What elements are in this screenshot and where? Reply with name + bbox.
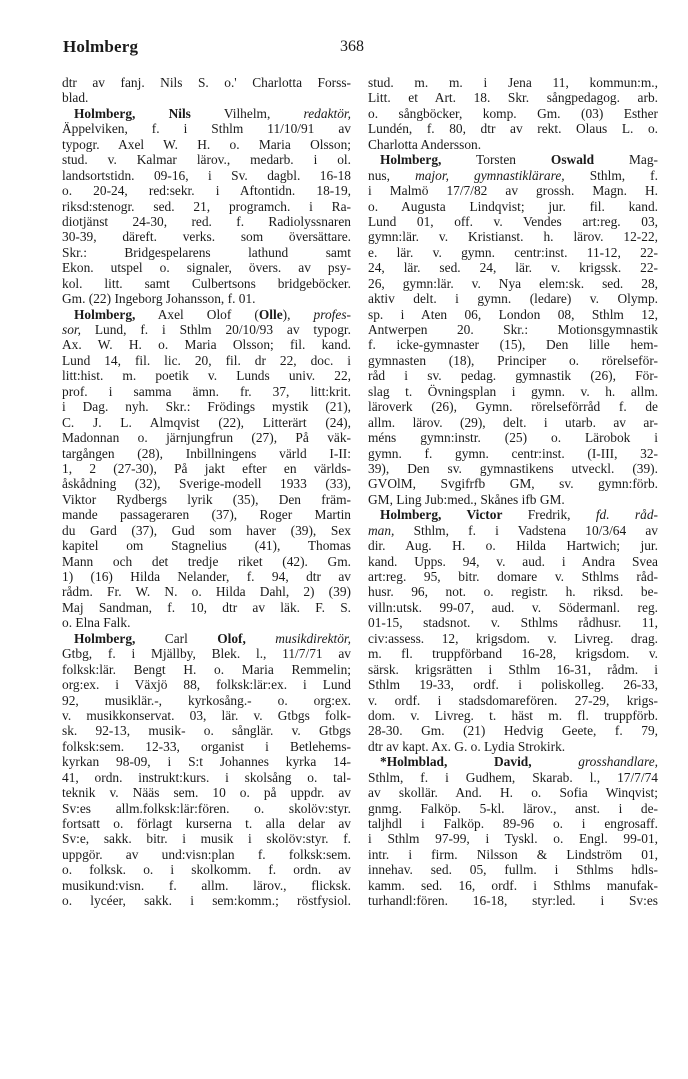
- left-column-line: folksk:lär. Bengt H. o. Maria Remmelin;: [62, 661, 351, 677]
- right-column-line: civ:assess. 12, krigsdom. v. Livreg. drag.: [368, 630, 658, 646]
- running-head: Holmberg: [63, 37, 139, 56]
- left-column-line: sor, Lund, f. i Sthlm 20/10/93 av typogr.: [62, 322, 351, 337]
- right-column-line: taljhdl i Falköp. 89-96 o. i engrosaff.: [368, 816, 658, 831]
- left-column-line: Sv:e, sakk. bitr. i musik i skolöv:styr. f.: [62, 831, 351, 847]
- right-column-line: allm. lärov. (29), delt. i utarb. av ar-: [368, 414, 658, 430]
- left-column-line: rådm. Fr. W. N. o. Hilda Dahl, 2) (39): [62, 584, 351, 600]
- left-column-line: musikund:visn. f. allm. lärov., flicksk.: [62, 877, 351, 893]
- left-column-line: o. folksk. o. i skolkomm. f. ordn. av: [62, 862, 351, 878]
- right-column-line: nus, major, gymnastiklärare, Sthlm, f.: [368, 167, 658, 183]
- left-column-line: org:ex. i Växjö 88, folksk:lär:ex. i Lund: [62, 677, 351, 693]
- left-column-line: Viktor Rydbergs lyrik (35), Den främ-: [62, 491, 351, 507]
- page-header: [0, 37, 688, 61]
- left-column-line: riksd:stenogr. sed. 21, programch. i Ra-: [62, 198, 351, 214]
- left-column-line: o. Elna Falk.: [62, 615, 131, 631]
- left-column-line: 1) (16) Hilda Nelander, f. 94, dtr av: [62, 569, 351, 584]
- left-column: [62, 75, 351, 909]
- right-column-line: intr. i firm. Nilsson & Lindström 01,: [368, 846, 658, 862]
- right-column-line: husr. 96, not. o. registr. h. riksd. be-: [368, 584, 658, 600]
- right-column-line: turhandl:fören. 16-18, styr:led. i Sv:es: [368, 893, 658, 909]
- right-column-line: kand. Upps. 94, v. aud. i Andra Svea: [368, 553, 658, 569]
- right-column-line: o. Augusta Lindqvist; jur. fil. kand.: [368, 198, 658, 214]
- left-column-line: 30-39, däreft. verks. som översättare.: [62, 229, 351, 245]
- left-column-line: i Dag. nyh. Skr.: Frödings mystik (21),: [62, 399, 351, 415]
- right-column-line: Lundén, f. 80, dtr av rekt. Olaus L. o.: [368, 121, 658, 137]
- right-column-line: sp. i Aten 06, London 08, Sthlm 12,: [368, 306, 658, 322]
- right-column-line: Sthlm 19-33, ordf. i poliskolleg. 26-33,: [368, 677, 658, 693]
- left-column-line: kyrkan 98-09, i S:t Johannes kyrka 14-: [62, 754, 351, 770]
- right-column-line: art:reg. 95, bitr. domare v. Sthlms råd-: [368, 569, 658, 584]
- left-column-line: Skr.: Bridgespelarens lathund samt: [62, 244, 351, 260]
- right-column-line: Charlotta Andersson.: [368, 136, 482, 152]
- right-column-line: särsk. krigsrätten i Sthlm 16-31, rådm. i: [368, 661, 658, 677]
- right-column-line: stud. m. m. i Jena 11, kommun:m.,: [368, 75, 658, 90]
- right-column-line: 26, gymn:lär. v. Nya elem:sk. sed. 28,: [368, 275, 658, 291]
- right-column-line: dtr av kapt. Ax. G. o. Lydia Strokirk.: [368, 738, 566, 754]
- right-column-line: gymn. f. gymn. centr:inst. (I-III, 32-: [368, 445, 658, 461]
- right-column-line: dom. v. Livreg. t. häst m. fl. truppförb.: [368, 707, 658, 723]
- right-column-line: GVOlM, Svgifrfb GM, sv. gymn:förb.: [368, 476, 658, 492]
- right-column-line: råd i sv. pedag. gymnastik (26), För-: [368, 368, 658, 384]
- left-column-line: litt:hist. m. poetik v. Lunds univ. 22,: [62, 368, 351, 384]
- left-column-line: o. 20-24, red:sekr. i Aftontidn. 18-19,: [62, 183, 351, 199]
- right-column-line: 39), Den sv. gymnastikens utveckl. (39).: [368, 460, 658, 476]
- right-column: [368, 75, 658, 909]
- right-column-line: slag t. Övningsplan i gymn. v. h. allm.: [368, 383, 658, 399]
- left-column-line: C. J. L. Almqvist (22), Litterärt (24),: [62, 414, 351, 430]
- left-column-line: Holmberg, Carl Olof, musikdirektör,: [74, 630, 351, 646]
- right-column-line: i Sthlm 97-99, i Tyskl. o. Engl. 99-01,: [368, 831, 658, 847]
- left-column-line: blad.: [62, 90, 89, 106]
- left-column-line: uppgör. av und:visn:plan f. folksk:sem.: [62, 846, 351, 862]
- left-column-line: kol. litt. samt Culbertsons bridgeböcker.: [62, 275, 351, 291]
- right-column-line: f. icke-gymnaster (15), Den lille hem-: [368, 337, 658, 353]
- right-column-line: gymn:lär. v. Kristianst. h. lärov. 12-22,: [368, 229, 658, 245]
- left-column-line: 41, ordn. instrukt:kurs. i skolsång o. tal-: [62, 769, 351, 785]
- right-column-line: i Malmö 17/7/82 av grossh. Magn. H.: [368, 183, 658, 199]
- right-column-line: GM, Ling Jub:med., Skånes ifb GM.: [368, 491, 565, 507]
- right-column-line: Holmberg, Torsten Oswald Mag-: [380, 152, 658, 168]
- right-column-line: innehav. sed. 05, fullm. i Sthlms hdls-: [368, 862, 658, 878]
- left-column-line: mande passageraren (37), Roger Martin: [62, 507, 351, 523]
- right-column-line: Lund 01, off. v. Vendes art:reg. 03,: [368, 213, 658, 229]
- right-column-line: dir. Aug. H. o. Hilda Hartwich; jur.: [368, 538, 658, 554]
- right-column-line: kamm. sed. 16, ordf. i Sthlms manufak-: [368, 877, 658, 893]
- left-column-line: åskådning (32), Sverige-modell 1933 (33),: [62, 476, 351, 492]
- left-column-line: Mann och det tredje riket (42). Gm.: [62, 553, 351, 569]
- left-column-line: Holmberg, Axel Olof (Olle), profes-: [74, 306, 351, 322]
- left-column-line: du Gard (37), Gud som haver (39), Sex: [62, 522, 351, 538]
- left-column-line: teknik v. Nääs sem. 10 o. på uppdr. av: [62, 785, 351, 801]
- right-column-line: aktiv delt. i gymn. (ledare) v. Olymp.: [368, 291, 658, 307]
- right-column-line: villn:utsk. 99-07, aud. v. Södermanl. reg.: [368, 599, 658, 615]
- right-column-line: m. fl. truppförband 16-28, krigsdom. v.: [368, 646, 658, 662]
- left-column-line: Äppelviken, f. i Sthlm 11/10/91 av: [62, 121, 351, 137]
- right-column-line: e. lär. v. gymn. centr:inst. 11-12, 22-: [368, 244, 658, 260]
- left-column-line: targången (28), Inbillningens värld I-II:: [62, 445, 351, 461]
- right-column-line: Antwerpen 20. Skr.: Motionsgymnastik: [368, 322, 658, 337]
- left-column-line: 1, 2 (27-30), På jakt efter en världs-: [62, 460, 351, 476]
- right-column-line: av skollär. And. H. o. Sofia Winqvist;: [368, 785, 658, 801]
- right-column-line: Sthlm, f. i Gudhem, Skarab. l., 17/7/74: [368, 769, 658, 785]
- right-column-line: 28-30. Gm. (21) Hedvig Geete, f. 79,: [368, 723, 658, 739]
- left-column-line: o. lycéer, sakk. i sem:komm.; röstfysiol.: [62, 893, 351, 909]
- page-number: 368: [340, 38, 364, 55]
- left-column-line: Lund 14, fil. lic. 20, fil. dr 22, doc. i: [62, 352, 351, 368]
- right-column-line: Holmberg, Victor Fredrik, fd. råd-: [380, 507, 658, 523]
- left-column-line: kapitel om Stagnelius (41), Thomas: [62, 538, 351, 554]
- left-column-line: v. musikkonservat. 03, lär. v. Gtbgs folk-: [62, 707, 351, 723]
- left-column-line: fortsatt o. förlagt kurserna t. alla delar av: [62, 816, 351, 831]
- left-column-line: Madonnan o. järnjungfrun (27), På väk-: [62, 430, 351, 446]
- right-column-line: Litt. et Art. 18. Skr. sångpedagog. arb.: [368, 90, 658, 106]
- left-column-line: landsortstidn. 09-16, i Sv. dagbl. 16-18: [62, 167, 351, 183]
- right-column-line: *Holmblad, David, grosshandlare,: [380, 754, 658, 770]
- left-column-line: Holmberg, Nils Vilhelm, redaktör,: [74, 105, 351, 121]
- left-column-line: 92, musiklär.-, kyrkosång.- o. org:ex.: [62, 692, 351, 708]
- left-column-line: diotjänst 24-30, red. f. Radiolyssnaren: [62, 213, 351, 229]
- left-column-line: Ax. W. H. o. Maria Olsson; fil. kand.: [62, 337, 351, 353]
- right-column-line: méns gymn:instr. (25) o. Lärobok i: [368, 430, 658, 446]
- left-column-line: sk. 92-13, musik- o. sånglär. v. Gtbgs: [62, 723, 351, 739]
- left-column-line: Gtbg, f. i Mjällby, Blek. l., 11/7/71 av: [62, 646, 351, 662]
- right-column-line: o. sångböcker, komp. Gm. (03) Esther: [368, 105, 658, 121]
- right-column-line: man, Sthlm, f. i Vadstena 10/3/64 av: [368, 522, 658, 538]
- right-column-line: gymnasten (18), Principer o. rörelseför-: [368, 352, 658, 368]
- right-column-line: 24, lär. sed. 24, lär. v. krigssk. 22-: [368, 260, 658, 276]
- left-column-line: dtr av fanj. Nils S. o.' Charlotta Forss-: [62, 75, 351, 90]
- right-column-line: gnmg. Falköp. 5-kl. lärov., anst. i de-: [368, 800, 658, 816]
- left-column-line: folksk:sem. 12-33, organist i Betlehems-: [62, 738, 351, 754]
- left-column-line: stud. v. Kalmar lärov., medarb. i ol.: [62, 152, 351, 168]
- left-column-line: typogr. Axel W. H. o. Maria Olsson;: [62, 136, 351, 152]
- left-column-line: Gm. (22) Ingeborg Johansson, f. 01.: [62, 291, 256, 307]
- left-column-line: prof. i samma ämn. fr. 37, litt:krit.: [62, 383, 351, 399]
- right-column-line: 01-15, stadsnot. v. Sthlms rådhusr. 11,: [368, 615, 658, 631]
- right-column-line: läroverk (26), Gymn. rörelseförråd f. de: [368, 399, 658, 415]
- left-column-line: Sv:es allm.folksk:lär:fören. o. skolöv:styr.: [62, 800, 351, 816]
- left-column-line: Maj Sandman, f. 10, dtr av läk. F. S.: [62, 599, 351, 615]
- right-column-line: v. ordf. i stadsdomarefören. 27-29, krigs-: [368, 692, 658, 708]
- left-column-line: Ekon. utspel o. signaler, övers. av psy-: [62, 260, 351, 276]
